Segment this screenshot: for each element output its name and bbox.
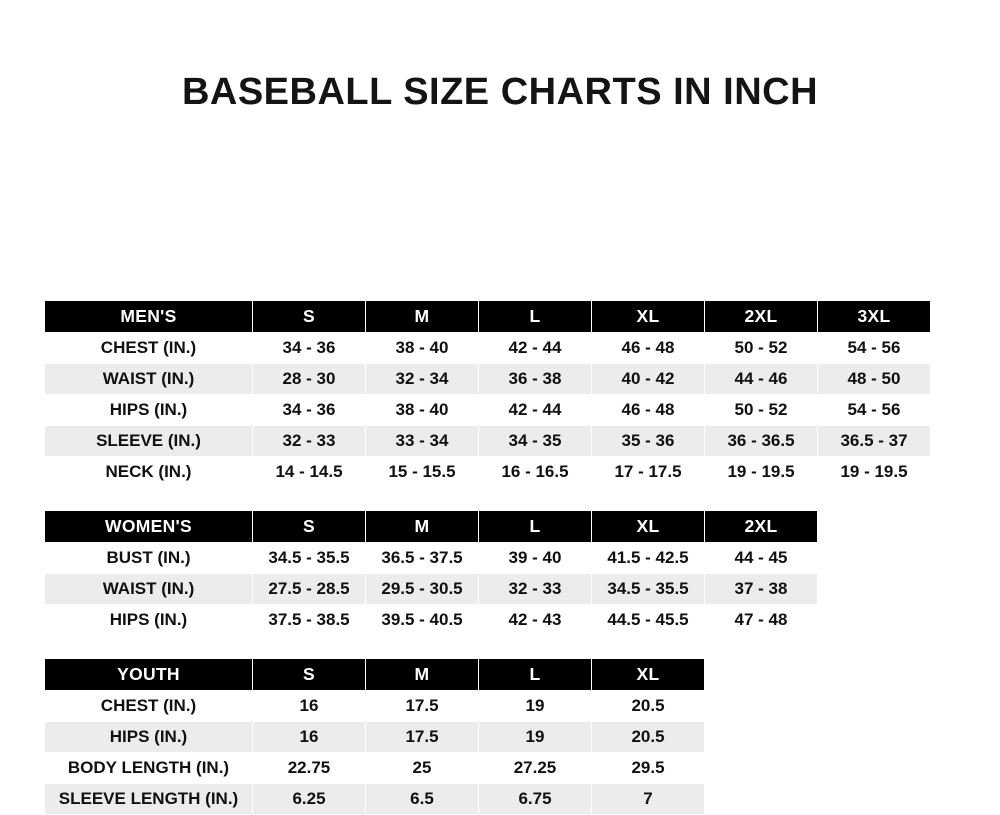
column-header: XL: [592, 658, 705, 690]
table-cell: 35 - 36: [592, 425, 705, 456]
table-row: [45, 604, 818, 635]
table-cell: 38 - 40: [366, 394, 479, 425]
column-header: WOMEN'S: [45, 510, 253, 542]
table-cell: 17.5: [366, 690, 479, 721]
table-cell: 36.5 - 37.5: [366, 542, 479, 573]
title-spacer: [0, 114, 1000, 300]
column-header: YOUTH: [45, 658, 253, 690]
table-cell: 42 - 44: [479, 394, 592, 425]
row-label: BUST (IN.): [45, 542, 253, 573]
table-cell: 25: [366, 752, 479, 783]
column-header: 3XL: [818, 300, 931, 332]
table-cell: 44 - 45: [705, 542, 818, 573]
table-cell: 54 - 56: [818, 394, 931, 425]
table-cell: 34 - 36: [253, 332, 366, 363]
table-cell: 41.5 - 42.5: [592, 542, 705, 573]
table-row: [45, 690, 705, 721]
column-header: S: [253, 510, 366, 542]
table-cell: 19 - 19.5: [818, 456, 931, 487]
table-row: [45, 394, 931, 425]
table-cell: 34.5 - 35.5: [592, 573, 705, 604]
table-cell: 46 - 48: [592, 332, 705, 363]
table-header-row: [45, 300, 931, 332]
table-cell: 32 - 34: [366, 363, 479, 394]
table-cell: 17 - 17.5: [592, 456, 705, 487]
table-cell: 39 - 40: [479, 542, 592, 573]
table-cell: 27.25: [479, 752, 592, 783]
table-cell: 33 - 34: [366, 425, 479, 456]
table-row: [45, 783, 705, 814]
table-header-row: [45, 658, 705, 690]
table-cell: 16: [253, 721, 366, 752]
table-cell: 47 - 48: [705, 604, 818, 635]
table-cell: 20.5: [592, 690, 705, 721]
row-label: HIPS (IN.): [45, 604, 253, 635]
table-cell: 19: [479, 690, 592, 721]
table-cell: 42 - 44: [479, 332, 592, 363]
table-row: [45, 456, 931, 487]
table-cell: 27.5 - 28.5: [253, 573, 366, 604]
column-header: L: [479, 300, 592, 332]
table-cell: 16: [253, 690, 366, 721]
row-label: CHEST (IN.): [45, 332, 253, 363]
table-cell: 50 - 52: [705, 332, 818, 363]
table-cell: 38 - 40: [366, 332, 479, 363]
row-label: NECK (IN.): [45, 456, 253, 487]
table-cell: 6.25: [253, 783, 366, 814]
table-header-row: [45, 510, 818, 542]
column-header: S: [253, 658, 366, 690]
column-header: MEN'S: [45, 300, 253, 332]
column-header: M: [366, 300, 479, 332]
table-cell: 14 - 14.5: [253, 456, 366, 487]
page-title: BASEBALL SIZE CHARTS IN INCH: [181, 71, 819, 113]
table-row: [45, 752, 705, 783]
row-label: SLEEVE LENGTH (IN.): [45, 783, 253, 814]
table-cell: 32 - 33: [479, 573, 592, 604]
table-cell: 29.5 - 30.5: [366, 573, 479, 604]
table-cell: 44.5 - 45.5: [592, 604, 705, 635]
column-header: 2XL: [705, 300, 818, 332]
table-cell: 36.5 - 37: [818, 425, 931, 456]
column-header: XL: [592, 300, 705, 332]
column-header: XL: [592, 510, 705, 542]
table-cell: 34.5 - 35.5: [253, 542, 366, 573]
row-label: HIPS (IN.): [45, 721, 253, 752]
column-header: M: [366, 658, 479, 690]
column-header: M: [366, 510, 479, 542]
row-label: WAIST (IN.): [45, 363, 253, 394]
table-cell: 32 - 33: [253, 425, 366, 456]
table-spacer: [44, 488, 956, 510]
row-label: CHEST (IN.): [45, 690, 253, 721]
table-cell: 6.5: [366, 783, 479, 814]
table-spacer: [44, 636, 956, 658]
table-cell: 54 - 56: [818, 332, 931, 363]
table-cell: 29.5: [592, 752, 705, 783]
table-cell: 6.75: [479, 783, 592, 814]
table-cell: 19: [479, 721, 592, 752]
table-row: [45, 721, 705, 752]
column-header: L: [479, 510, 592, 542]
youth-size-table: [44, 658, 705, 815]
mens-size-table: [44, 300, 931, 488]
table-row: [45, 363, 931, 394]
table-cell: 39.5 - 40.5: [366, 604, 479, 635]
table-cell: 36 - 36.5: [705, 425, 818, 456]
table-cell: 48 - 50: [818, 363, 931, 394]
table-cell: 42 - 43: [479, 604, 592, 635]
table-cell: 46 - 48: [592, 394, 705, 425]
table-row: [45, 542, 818, 573]
table-cell: 50 - 52: [705, 394, 818, 425]
table-cell: 17.5: [366, 721, 479, 752]
row-label: WAIST (IN.): [45, 573, 253, 604]
table-cell: 34 - 35: [479, 425, 592, 456]
row-label: HIPS (IN.): [45, 394, 253, 425]
tables-container: [0, 300, 1000, 815]
table-cell: 37 - 38: [705, 573, 818, 604]
womens-size-table: [44, 510, 818, 636]
table-row: [45, 425, 931, 456]
row-label: SLEEVE (IN.): [45, 425, 253, 456]
table-cell: 15 - 15.5: [366, 456, 479, 487]
table-cell: 19 - 19.5: [705, 456, 818, 487]
table-cell: 34 - 36: [253, 394, 366, 425]
column-header: L: [479, 658, 592, 690]
table-cell: 37.5 - 38.5: [253, 604, 366, 635]
table-cell: 16 - 16.5: [479, 456, 592, 487]
table-row: [45, 573, 818, 604]
table-cell: 28 - 30: [253, 363, 366, 394]
table-cell: 44 - 46: [705, 363, 818, 394]
table-cell: 40 - 42: [592, 363, 705, 394]
column-header: 2XL: [705, 510, 818, 542]
table-row: [45, 332, 931, 363]
table-cell: 22.75: [253, 752, 366, 783]
table-cell: 20.5: [592, 721, 705, 752]
row-label: BODY LENGTH (IN.): [45, 752, 253, 783]
column-header: S: [253, 300, 366, 332]
table-cell: 36 - 38: [479, 363, 592, 394]
table-cell: 7: [592, 783, 705, 814]
